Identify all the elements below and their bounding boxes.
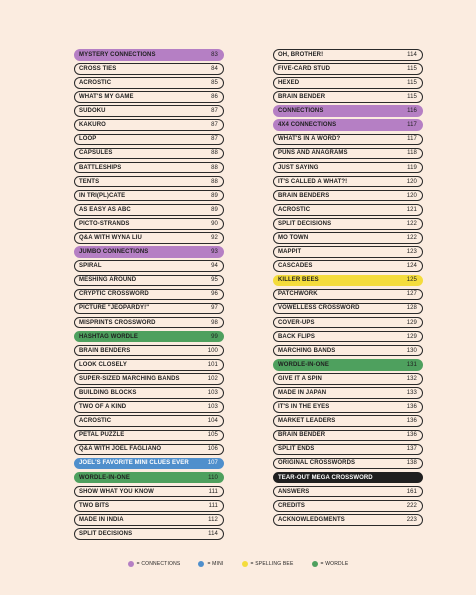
toc-entry-page: 122 <box>406 234 417 241</box>
toc-entry-page: 138 <box>406 460 417 467</box>
toc-entry[interactable] <box>273 105 423 117</box>
toc-entry[interactable] <box>273 289 423 301</box>
toc-entry[interactable] <box>74 260 224 272</box>
toc-entry[interactable] <box>74 134 224 146</box>
toc-entry[interactable] <box>273 359 423 371</box>
legend-dot-icon <box>128 561 134 567</box>
toc-entry[interactable] <box>273 486 423 498</box>
toc-entry-title: PICTURE "JEOPARDY!" <box>79 305 150 312</box>
legend-item <box>312 561 349 567</box>
toc-entry-page: 136 <box>406 418 417 425</box>
toc-entry-page: 119 <box>407 164 417 171</box>
toc-entry[interactable] <box>273 162 423 174</box>
toc-entry[interactable] <box>74 63 224 75</box>
toc-entry-page: 133 <box>406 390 417 396</box>
toc-entry-page: 128 <box>406 305 417 312</box>
color-legend <box>0 561 476 567</box>
toc-entry[interactable] <box>273 176 423 188</box>
toc-entry[interactable] <box>273 190 423 202</box>
toc-entry-title: PETAL PUZZLE <box>79 432 125 439</box>
toc-entry[interactable] <box>273 63 423 75</box>
toc-entry-title: ACROSTIC <box>278 206 311 213</box>
toc-entry-page: 88 <box>211 178 218 185</box>
legend-label: = MINI <box>207 561 224 567</box>
legend-label: = WORDLE <box>320 561 349 567</box>
toc-entry-page: 114 <box>208 530 218 537</box>
toc-entry-page: 124 <box>406 263 417 270</box>
toc-entry[interactable] <box>273 415 423 427</box>
toc-entry-page: 87 <box>211 136 218 143</box>
toc-entry-page: 222 <box>406 502 417 509</box>
toc-entry[interactable] <box>74 359 224 371</box>
toc-entry-title: Q&A WITH JOEL FAGLIANO <box>79 446 162 453</box>
toc-entry-page: 102 <box>207 375 218 382</box>
toc-entry[interactable] <box>273 275 423 287</box>
toc-entry[interactable] <box>74 500 224 512</box>
toc-entry[interactable] <box>74 472 224 484</box>
toc-entry[interactable] <box>273 260 423 272</box>
toc-entry-page: 111 <box>208 502 218 509</box>
toc-entry[interactable] <box>74 77 224 89</box>
toc-entry-page: 98 <box>211 319 218 326</box>
toc-entry-page: 132 <box>406 375 417 382</box>
toc-entry-page: 123 <box>406 249 417 256</box>
toc-entry-title: ACROSTIC <box>79 79 112 86</box>
toc-entry[interactable] <box>74 246 224 258</box>
toc-entry-title: BRAIN BENDERS <box>278 192 330 199</box>
toc-entry[interactable] <box>74 345 224 357</box>
toc-entry-title: WORDLE-IN-ONE <box>79 474 130 481</box>
toc-entry[interactable] <box>74 458 224 470</box>
toc-entry[interactable] <box>74 331 224 343</box>
toc-entry-page: 95 <box>211 277 218 284</box>
toc-entry-title: CONNECTIONS <box>278 108 324 115</box>
toc-entry-page: 88 <box>211 164 218 171</box>
toc-entry-page: 136 <box>406 404 417 411</box>
toc-entry[interactable] <box>273 401 423 413</box>
toc-entry-page: 115 <box>407 79 417 86</box>
toc-entry-title: COVER-UPS <box>278 319 315 326</box>
toc-entry-title: FIVE-CARD STUD <box>278 65 331 72</box>
toc-entry-title: CREDITS <box>278 502 306 509</box>
toc-entry-page: 87 <box>211 122 218 129</box>
toc-entry-page: 122 <box>406 220 417 227</box>
toc-entry-title: MAPPIT <box>278 249 302 256</box>
toc-entry[interactable] <box>273 331 423 343</box>
toc-entry[interactable] <box>273 317 423 329</box>
toc-entry-page: 118 <box>407 150 417 157</box>
toc-entry-page: 86 <box>211 94 218 101</box>
toc-entry[interactable] <box>273 430 423 442</box>
legend-dot-icon <box>242 561 248 567</box>
toc-entry-page: 129 <box>406 319 417 326</box>
toc-entry-page: 117 <box>407 122 417 129</box>
toc-entry-title: SUPER-SIZED MARCHING BANDS <box>79 375 180 382</box>
toc-entry-title: SHOW WHAT YOU KNOW <box>79 488 154 495</box>
toc-entry-title: MO TOWN <box>278 234 309 241</box>
toc-entry[interactable] <box>273 514 423 526</box>
toc-entry-title: JUMBO CONNECTIONS <box>79 249 149 256</box>
toc-entry-title: BUILDING BLOCKS <box>79 390 137 396</box>
toc-entry[interactable] <box>74 190 224 202</box>
toc-entry-title: BRAIN BENDER <box>278 94 326 101</box>
toc-entry[interactable] <box>273 345 423 357</box>
toc-entry-page: 101 <box>207 361 218 368</box>
toc-entry-title: LOOP <box>79 136 97 143</box>
toc-entry-title: WHAT'S IN A WORD? <box>278 136 341 143</box>
toc-entry-title: BRAIN BENDERS <box>79 347 131 354</box>
toc-entry[interactable] <box>74 486 224 498</box>
toc-entry-page: 99 <box>211 333 218 340</box>
toc-entry[interactable] <box>74 148 224 160</box>
toc-entry-title: GIVE IT A SPIN <box>278 375 322 382</box>
toc-entry[interactable] <box>74 303 224 315</box>
toc-entry-title: WHAT'S MY GAME <box>79 94 134 101</box>
toc-entry-page: 129 <box>406 333 417 340</box>
toc-entry-title: HEXED <box>278 79 300 86</box>
toc-entry[interactable] <box>273 77 423 89</box>
toc-entry-page: 114 <box>407 51 417 58</box>
toc-entry-page: 137 <box>406 446 417 453</box>
toc-entry-title: KILLER BEES <box>278 277 319 284</box>
toc-entry-page: 127 <box>406 291 417 298</box>
toc-entry-title: ORIGINAL CROSSWORDS <box>278 460 356 467</box>
toc-entry-page: 115 <box>407 65 417 72</box>
toc-entry[interactable] <box>74 289 224 301</box>
toc-column-left <box>74 49 224 542</box>
toc-entry-page: 100 <box>207 347 218 354</box>
toc-entry[interactable] <box>74 528 224 540</box>
toc-entry[interactable] <box>74 317 224 329</box>
toc-entry-page: 112 <box>208 516 218 523</box>
toc-entry-title: ANSWERS <box>278 488 310 495</box>
toc-column-right <box>273 49 423 528</box>
toc-entry-title: BRAIN BENDER <box>278 432 326 439</box>
toc-entry-page: 89 <box>211 206 218 213</box>
toc-entry[interactable] <box>273 148 423 160</box>
toc-entry-title: CRYPTIC CROSSWORD <box>79 291 149 298</box>
toc-entry-page: 136 <box>406 432 417 439</box>
toc-entry[interactable] <box>74 373 224 385</box>
toc-entry-title: SUDOKU <box>79 108 106 115</box>
toc-entry[interactable] <box>74 430 224 442</box>
toc-entry-page: 103 <box>207 390 218 396</box>
toc-entry-page: 116 <box>407 108 417 115</box>
toc-entry[interactable] <box>74 162 224 174</box>
legend-label: = SPELLING BEE <box>250 561 294 567</box>
toc-entry-title: JUST SAYING <box>278 164 319 171</box>
toc-entry[interactable] <box>273 444 423 456</box>
toc-entry-page: 84 <box>211 65 218 72</box>
toc-entry[interactable] <box>74 415 224 427</box>
toc-entry-title: BACK FLIPS <box>278 333 315 340</box>
legend-dot-icon <box>312 561 318 567</box>
toc-entry[interactable] <box>273 472 423 484</box>
toc-entry[interactable] <box>74 91 224 103</box>
legend-item <box>128 561 181 567</box>
toc-entry-title: KAKURO <box>79 122 106 129</box>
toc-entry-title: AS EASY AS ABC <box>79 206 131 213</box>
toc-entry-title: ACKNOWLEDGMENTS <box>278 516 345 523</box>
toc-entry-title: WORDLE-IN-ONE <box>278 361 329 368</box>
toc-entry-title: PATCHWORK <box>278 291 318 298</box>
legend-item <box>198 561 223 567</box>
toc-entry[interactable] <box>74 401 224 413</box>
toc-entry-title: SPLIT ENDS <box>278 446 315 453</box>
toc-entry[interactable] <box>273 91 423 103</box>
toc-entry-title: 4X4 CONNECTIONS <box>278 122 337 129</box>
toc-entry[interactable] <box>74 387 224 399</box>
toc-entry-title: MYSTERY CONNECTIONS <box>79 51 156 58</box>
toc-entry-page: 103 <box>207 404 218 411</box>
toc-entry-page: 83 <box>211 51 218 58</box>
toc-entry-page: 87 <box>211 108 218 115</box>
toc-entry-page: 85 <box>211 79 218 86</box>
toc-entry-title: MISPRINTS CROSSWORD <box>79 319 156 326</box>
toc-entry[interactable] <box>273 458 423 470</box>
toc-entry-title: MADE IN JAPAN <box>278 390 327 396</box>
toc-entry-title: TENTS <box>79 178 100 185</box>
toc-entry-page: 104 <box>207 418 218 425</box>
toc-entry-page: 106 <box>207 446 218 453</box>
toc-entry-title: CAPSULES <box>79 150 113 157</box>
toc-entry[interactable] <box>273 373 423 385</box>
toc-entry-page: 120 <box>406 178 417 185</box>
toc-entry-title: CASCADES <box>278 263 313 270</box>
toc-entry[interactable] <box>74 444 224 456</box>
toc-entry-title: CROSS TIES <box>79 65 117 72</box>
toc-entry[interactable] <box>74 204 224 216</box>
toc-entry-title: PICTO-STRANDS <box>79 220 130 227</box>
toc-entry-title: IN TRI(PL)CATE <box>79 192 126 199</box>
toc-entry-page: 131 <box>406 361 417 368</box>
toc-entry-title: ACROSTIC <box>79 418 112 425</box>
toc-entry-page: 120 <box>406 192 417 199</box>
toc-entry[interactable] <box>74 119 224 131</box>
toc-entry-title: TEAR-OUT MEGA CROSSWORD <box>278 474 373 481</box>
toc-entry[interactable] <box>273 134 423 146</box>
toc-entry-title: MARCHING BANDS <box>278 347 336 354</box>
toc-entry-page: 92 <box>211 234 218 241</box>
toc-entry[interactable] <box>74 514 224 526</box>
toc-entry-page: 117 <box>407 136 417 143</box>
toc-entry-title: SPLIT DECISIONS <box>278 220 332 227</box>
toc-entry[interactable] <box>273 119 423 131</box>
toc-entry-page: 121 <box>406 206 417 213</box>
toc-entry-page: 130 <box>406 347 417 354</box>
toc-entry-title: OH, BROTHER! <box>278 51 324 58</box>
toc-entry[interactable] <box>273 232 423 244</box>
toc-entry-title: SPLIT DECISIONS <box>79 530 133 537</box>
toc-entry[interactable] <box>273 218 423 230</box>
toc-entry[interactable] <box>273 387 423 399</box>
legend-dot-icon <box>198 561 204 567</box>
legend-label: = CONNECTIONS <box>136 561 181 567</box>
toc-entry-page: 88 <box>211 150 218 157</box>
toc-entry[interactable] <box>273 303 423 315</box>
toc-entry-title: LOOK CLOSELY <box>79 361 127 368</box>
legend-item <box>242 561 294 567</box>
toc-entry-page: 93 <box>211 249 218 256</box>
toc-entry-title: MESHING AROUND <box>79 277 137 284</box>
toc-entry-title: VOWELLESS CROSSWORD <box>278 305 360 312</box>
toc-entry[interactable] <box>273 246 423 258</box>
toc-entry-page: 105 <box>207 432 218 439</box>
toc-entry-title: IT'S CALLED A WHAT?! <box>278 178 348 185</box>
toc-entry[interactable] <box>74 232 224 244</box>
toc-entry-title: JOEL'S FAVORITE MINI CLUES EVER <box>79 460 189 467</box>
toc-entry-title: TWO BITS <box>79 502 110 509</box>
toc-entry[interactable] <box>74 176 224 188</box>
toc-entry-title: PUNS AND ANAGRAMS <box>278 150 348 157</box>
toc-entry-title: TWO OF A KIND <box>79 404 127 411</box>
toc-entry[interactable] <box>273 49 423 61</box>
toc-entry[interactable] <box>74 49 224 61</box>
toc-entry-page: 115 <box>407 94 417 101</box>
toc-entry-page: 107 <box>207 460 218 467</box>
toc-entry-title: MARKET LEADERS <box>278 418 336 425</box>
toc-entry[interactable] <box>74 218 224 230</box>
toc-entry-page: 97 <box>211 305 218 312</box>
toc-entry-title: MADE IN INDIA <box>79 516 124 523</box>
toc-entry-page: 161 <box>406 488 417 495</box>
toc-entry[interactable] <box>74 105 224 117</box>
toc-entry[interactable] <box>74 275 224 287</box>
toc-entry[interactable] <box>273 500 423 512</box>
toc-entry-title: IT'S IN THE EYES <box>278 404 330 411</box>
toc-entry-page: 94 <box>211 263 218 270</box>
toc-entry-title: BATTLESHIPS <box>79 164 122 171</box>
toc-entry-page: 223 <box>406 516 417 523</box>
toc-entry-page: 96 <box>211 291 218 298</box>
toc-entry-title: HASHTAG WORDLE <box>79 333 138 340</box>
toc-entry[interactable] <box>273 204 423 216</box>
toc-entry-page: 111 <box>208 488 218 495</box>
toc-entry-page: 90 <box>211 220 218 227</box>
toc-entry-title: Q&A WITH WYNA LIU <box>79 234 142 241</box>
toc-entry-title: SPIRAL <box>79 263 102 270</box>
toc-entry-page: 125 <box>406 277 417 284</box>
toc-entry-page: 110 <box>208 474 218 481</box>
toc-entry-page: 89 <box>211 192 218 199</box>
